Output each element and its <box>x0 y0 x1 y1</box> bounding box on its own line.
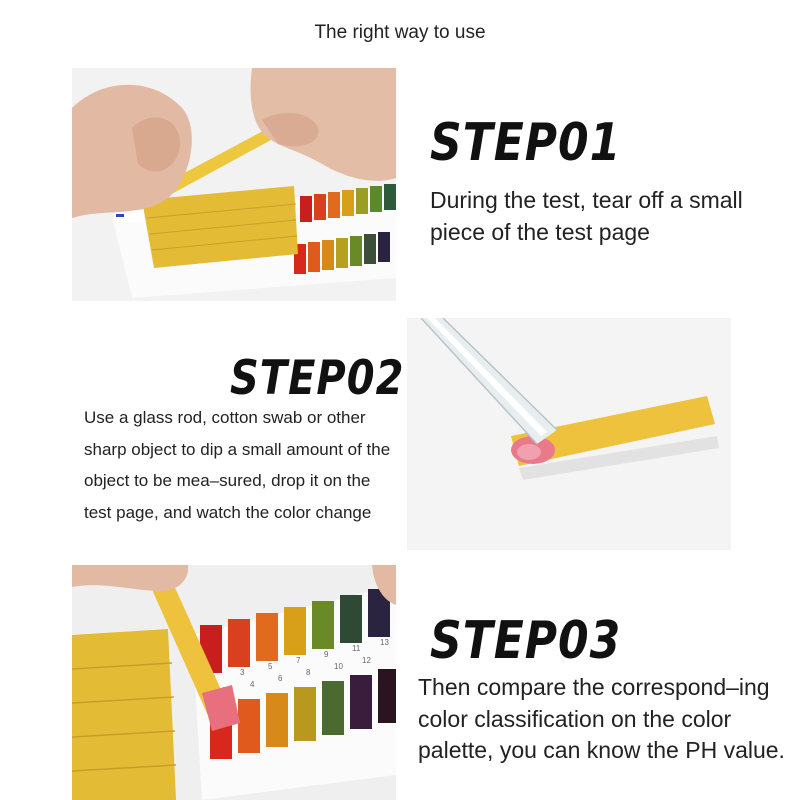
step3-text: Then compare the correspond–ing color classification on the color palette, you can know the PH value. <box>418 674 785 763</box>
svg-text:3: 3 <box>240 668 245 677</box>
step1-photo <box>72 68 396 301</box>
step2-heading: STEP02 <box>230 351 405 406</box>
svg-text:10: 10 <box>334 662 343 671</box>
step1-heading: STEP01 <box>430 112 622 173</box>
step3-photo <box>72 565 396 800</box>
svg-text:11: 11 <box>352 644 361 653</box>
svg-text:12: 12 <box>362 656 371 665</box>
svg-text:4: 4 <box>250 680 255 689</box>
svg-text:5: 5 <box>268 662 273 671</box>
step1-text: During the test, tear off a small piece of the test page <box>430 187 743 245</box>
svg-text:13: 13 <box>380 638 389 647</box>
svg-text:9: 9 <box>324 650 329 659</box>
svg-text:6: 6 <box>278 674 283 683</box>
step3-heading: STEP03 <box>430 610 622 671</box>
svg-text:7: 7 <box>296 656 301 665</box>
svg-text:8: 8 <box>306 668 311 677</box>
step2-text: Use a glass rod, cotton swab or other sharp object to dip a small amount of the object to be mea–sured, drop it on the test page, and watch the color change <box>84 408 391 522</box>
step2-photo <box>407 318 731 550</box>
page-title: The right way to use <box>314 22 486 43</box>
